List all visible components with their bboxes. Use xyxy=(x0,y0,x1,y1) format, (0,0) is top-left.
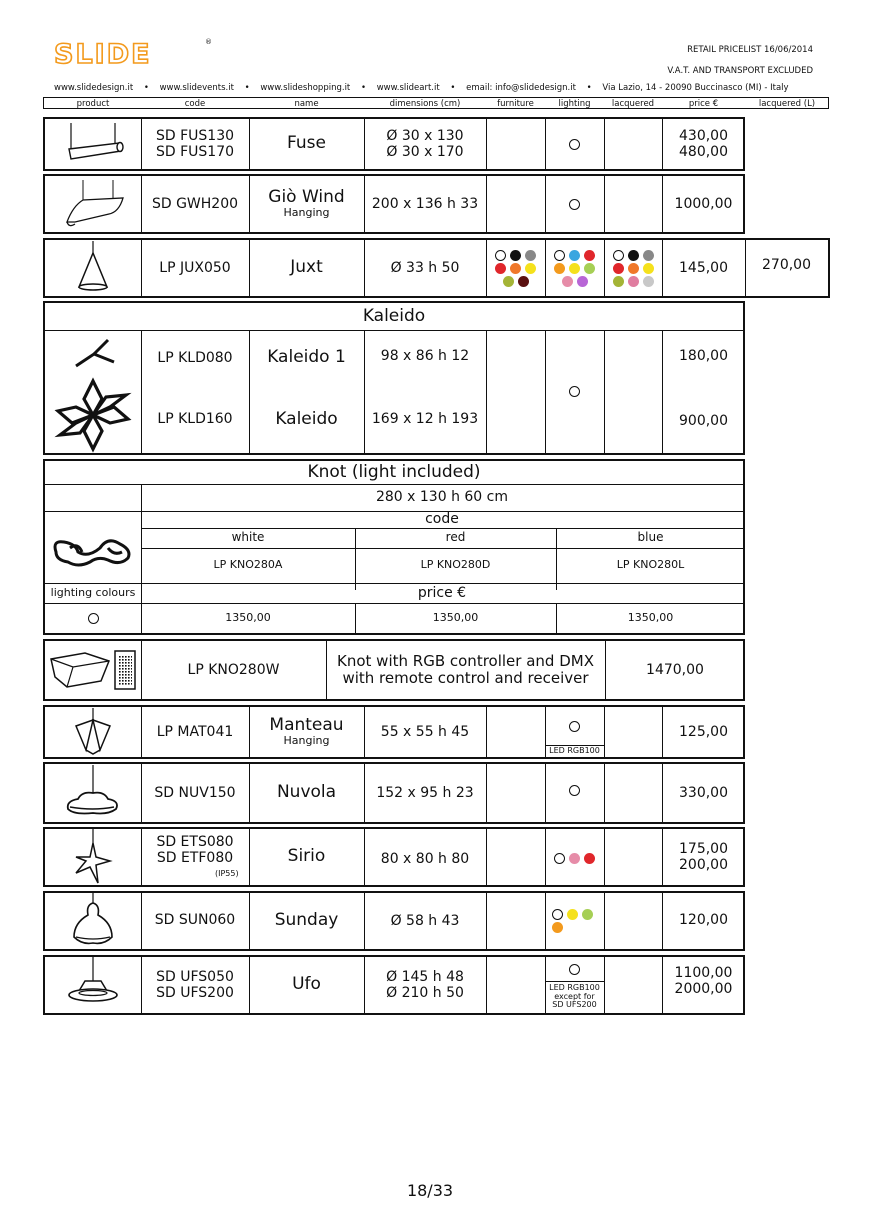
kaleido-star-icon xyxy=(50,377,136,453)
kaleido1-dims: 98 x 86 h 12 xyxy=(380,347,470,364)
manteau-image xyxy=(45,707,141,757)
colour-dot-yellow xyxy=(643,263,654,274)
colour-dot-violet xyxy=(577,276,588,287)
nuvola-name: Nuvola xyxy=(276,782,337,803)
colour-dot-pink xyxy=(569,853,580,864)
fuse-price-2: 480,00 xyxy=(679,144,728,160)
sirio-code-1: SD ETS080 xyxy=(156,833,234,850)
colour-dot-black xyxy=(510,250,521,261)
juxt-name: Juxt xyxy=(290,257,323,278)
separator: • xyxy=(450,83,456,93)
colour-dot-red xyxy=(584,250,595,261)
controller-icon xyxy=(47,647,139,693)
ufo-price-1: 1100,00 xyxy=(674,964,733,981)
white-light-dot xyxy=(569,386,580,397)
ufo-name: Ufo xyxy=(292,974,321,995)
ufo-led-1: LED RGB100 xyxy=(549,982,600,992)
ufo-code-1: SD UFS050 xyxy=(156,968,234,985)
white-light-dot xyxy=(569,721,580,732)
colour-dot-white xyxy=(613,250,624,261)
colour-dot-lightgrey xyxy=(643,276,654,287)
sirio-lamp-icon xyxy=(68,829,118,885)
manteau-price: 125,00 xyxy=(679,723,728,740)
colour-dot-yellow xyxy=(525,263,536,274)
sunday-name: Sunday xyxy=(274,910,339,931)
colour-dot-yellow xyxy=(569,263,580,274)
juxt-furniture-colours xyxy=(489,249,543,288)
sirio-price-1: 175,00 xyxy=(679,840,728,857)
colour-dot-rose xyxy=(628,276,639,287)
ufo-led-3: SD UFS200 xyxy=(552,1000,597,1010)
col-lacquered-price: lacquered (L) xyxy=(758,99,816,109)
row-sirio xyxy=(43,827,745,887)
nuvola-price: 330,00 xyxy=(679,784,728,801)
sunday-dims: Ø 58 h 43 xyxy=(390,912,460,929)
white-light-dot xyxy=(569,785,580,796)
col-name: name xyxy=(294,99,319,109)
knot-lighting-label: lighting colours xyxy=(50,585,136,599)
gio-wind-price: 1000,00 xyxy=(674,195,733,212)
manteau-lamp-icon xyxy=(68,708,118,756)
kaleido1-price: 180,00 xyxy=(679,347,728,364)
knot-controller-image xyxy=(45,641,141,699)
row-manteau xyxy=(43,705,745,759)
knot-price-blue: 1350,00 xyxy=(627,610,674,624)
ufo-image xyxy=(45,957,141,1013)
sirio-code-2: SD ETF080 xyxy=(156,850,234,866)
colour-dot-grey xyxy=(643,250,654,261)
ufo-dims-1: Ø 145 h 48 xyxy=(386,968,464,985)
logo-text: SLIDE xyxy=(54,42,152,66)
kaleido-title: Kaleido xyxy=(362,305,426,326)
colour-dot-amber xyxy=(552,922,563,933)
sunday-lamp-icon xyxy=(68,893,118,949)
brand-logo xyxy=(54,42,209,70)
knot-colour-white: white xyxy=(231,530,265,545)
fuse-name: Fuse xyxy=(287,133,326,154)
sunday-price: 120,00 xyxy=(679,911,728,928)
fuse-dims-1: Ø 30 x 130 xyxy=(386,127,464,144)
gio-wind-lamp-icon xyxy=(53,178,133,230)
colour-dot-amber xyxy=(554,263,565,274)
white-light-dot xyxy=(569,139,580,150)
colour-dot-red xyxy=(495,263,506,274)
colour-dot-lime xyxy=(582,909,593,920)
section-knot xyxy=(43,459,745,635)
ufo-lamp-icon xyxy=(63,957,123,1013)
col-price: price € xyxy=(688,99,719,109)
knot-code-red: LP KNO280D xyxy=(420,558,491,572)
row-fuse xyxy=(43,117,745,171)
sunday-image xyxy=(45,893,141,949)
row-nuvola xyxy=(43,762,745,824)
separator: • xyxy=(586,83,592,93)
knot-price-label: price € xyxy=(417,584,467,601)
gio-wind-image xyxy=(45,176,141,232)
knot-price-red: 1350,00 xyxy=(432,610,479,624)
colour-dot-pink xyxy=(562,276,573,287)
juxt-lacquered-price: 270,00 xyxy=(762,256,811,273)
row-knot-rgb xyxy=(43,639,745,701)
kaleido1-image xyxy=(45,330,141,378)
colour-dot-white xyxy=(495,250,506,261)
nuvola-image xyxy=(45,764,141,822)
knot-code-blue: LP KNO280L xyxy=(616,558,685,572)
ufo-code-2: SD UFS200 xyxy=(156,985,234,1001)
email-link[interactable]: email: info@slidedesign.it xyxy=(466,83,576,93)
manteau-code: LP MAT041 xyxy=(156,723,234,740)
juxt-dims: Ø 33 h 50 xyxy=(390,259,460,276)
link-slidevents[interactable]: www.slidevents.it xyxy=(159,83,234,93)
colour-dot-white xyxy=(552,909,563,920)
knot-image xyxy=(45,511,141,583)
manteau-led: LED RGB100 xyxy=(549,746,600,756)
knot-title: Knot (light included) xyxy=(307,461,481,482)
juxt-image xyxy=(45,240,141,296)
colour-dot-red xyxy=(584,853,595,864)
col-furniture: furniture xyxy=(497,99,534,109)
juxt-code: LP JUX050 xyxy=(159,259,231,276)
sirio-image xyxy=(45,829,141,885)
link-slideart[interactable]: www.slideart.it xyxy=(376,83,440,93)
gio-wind-dims: 200 x 136 h 33 xyxy=(371,195,479,212)
row-ufo xyxy=(43,955,745,1015)
knot-rgb-price: 1470,00 xyxy=(646,661,704,678)
link-slideshopping[interactable]: www.slideshopping.it xyxy=(260,83,351,93)
juxt-lacquered-colours xyxy=(606,249,660,288)
kaleido1-lamp-icon xyxy=(58,332,128,376)
vat-note: V.A.T. AND TRANSPORT EXCLUDED xyxy=(667,66,813,76)
gio-wind-name: Giò Wind xyxy=(268,186,345,207)
knot-code-label: code xyxy=(425,511,459,528)
white-light-dot xyxy=(569,964,580,975)
colour-dot-orange xyxy=(628,263,639,274)
knot-rgb-desc-2: with remote control and receiver xyxy=(342,669,589,687)
separator: • xyxy=(244,83,250,93)
white-light-dot xyxy=(88,613,99,624)
juxt-lamp-icon xyxy=(63,241,123,295)
col-product: product xyxy=(76,99,110,109)
manteau-name: Manteau xyxy=(269,714,344,735)
header-links xyxy=(54,83,789,93)
manteau-sub: Hanging xyxy=(283,734,330,748)
gio-wind-code: SD GWH200 xyxy=(151,195,239,212)
sunday-code: SD SUN060 xyxy=(154,911,236,928)
colour-dot-white xyxy=(554,853,565,864)
colour-dot-red xyxy=(613,263,624,274)
address: Via Lazio, 14 - 20090 Buccinasco (MI) - Italy xyxy=(602,83,789,93)
colour-dot-blue xyxy=(569,250,580,261)
col-lighting: lighting xyxy=(558,99,591,109)
pricelist-title: RETAIL PRICELIST 16/06/2014 xyxy=(687,45,813,55)
knot-rgb-desc-1: Knot with RGB controller and DMX xyxy=(337,651,594,670)
colour-dot-white xyxy=(554,250,565,261)
ufo-price-2: 2000,00 xyxy=(674,981,733,997)
fuse-dims-2: Ø 30 x 170 xyxy=(386,144,464,160)
kaleido-dims: 169 x 12 h 193 xyxy=(371,411,479,428)
sunday-lighting-colours xyxy=(547,908,603,934)
colour-dot-darkred xyxy=(518,276,529,287)
colour-dot-lime xyxy=(584,263,595,274)
fuse-lamp-icon xyxy=(53,121,133,167)
colour-dot-olive xyxy=(503,276,514,287)
kaleido-name: Kaleido xyxy=(275,408,338,429)
fuse-price-1: 430,00 xyxy=(679,127,728,144)
fuse-image xyxy=(45,119,141,169)
col-lacquered: lacquered xyxy=(611,99,655,109)
nuvola-lamp-icon xyxy=(58,765,128,821)
ufo-led-2: except for xyxy=(554,991,595,1001)
kaleido-code: LP KLD160 xyxy=(157,411,233,428)
col-dimensions: dimensions (cm) xyxy=(389,99,461,109)
colour-dot-yellow xyxy=(567,909,578,920)
knot-rgb-code: LP KNO280W xyxy=(187,661,280,678)
white-light-dot xyxy=(569,199,580,210)
knot-price-white: 1350,00 xyxy=(225,610,271,624)
colour-dot-grey xyxy=(525,250,536,261)
section-kaleido xyxy=(43,301,745,455)
row-sunday xyxy=(43,891,745,951)
registered-mark: ® xyxy=(205,38,212,46)
gio-wind-sub: Hanging xyxy=(283,206,330,220)
kaleido1-code: LP KLD080 xyxy=(157,349,233,366)
knot-code-white: LP KNO280A xyxy=(213,558,283,572)
colour-dot-black xyxy=(628,250,639,261)
knot-colour-red: red xyxy=(445,530,466,545)
juxt-price: 145,00 xyxy=(679,259,728,276)
colour-dot-orange xyxy=(510,263,521,274)
col-code: code xyxy=(184,99,206,109)
link-slidedesign[interactable]: www.slidedesign.it xyxy=(54,83,134,93)
sirio-name: Sirio xyxy=(287,846,326,867)
fuse-code-1: SD FUS130 xyxy=(155,127,235,144)
sirio-price-2: 200,00 xyxy=(679,857,728,873)
juxt-lighting-colours xyxy=(548,249,602,288)
row-juxt xyxy=(43,238,830,298)
nuvola-dims: 152 x 95 h 23 xyxy=(376,784,474,801)
knot-lamp-icon xyxy=(48,522,138,572)
kaleido-price: 900,00 xyxy=(679,413,728,430)
kaleido-image xyxy=(45,376,141,453)
page-number: 18/33 xyxy=(406,1181,454,1200)
ufo-dims-2: Ø 210 h 50 xyxy=(386,985,464,1001)
colour-dot-olive xyxy=(613,276,624,287)
knot-colour-blue: blue xyxy=(637,530,664,545)
row-gio-wind xyxy=(43,174,745,234)
sirio-lighting-colours xyxy=(552,852,597,865)
kaleido1-name: Kaleido 1 xyxy=(267,347,346,368)
sirio-ip: (IP55) xyxy=(215,869,239,878)
fuse-code-2: SD FUS170 xyxy=(155,144,235,160)
separator: • xyxy=(143,83,149,93)
nuvola-code: SD NUV150 xyxy=(154,784,236,801)
manteau-dims: 55 x 55 h 45 xyxy=(380,723,470,740)
separator: • xyxy=(360,83,366,93)
sirio-dims: 80 x 80 h 80 xyxy=(380,850,470,867)
knot-dims: 280 x 130 h 60 cm xyxy=(375,489,508,506)
